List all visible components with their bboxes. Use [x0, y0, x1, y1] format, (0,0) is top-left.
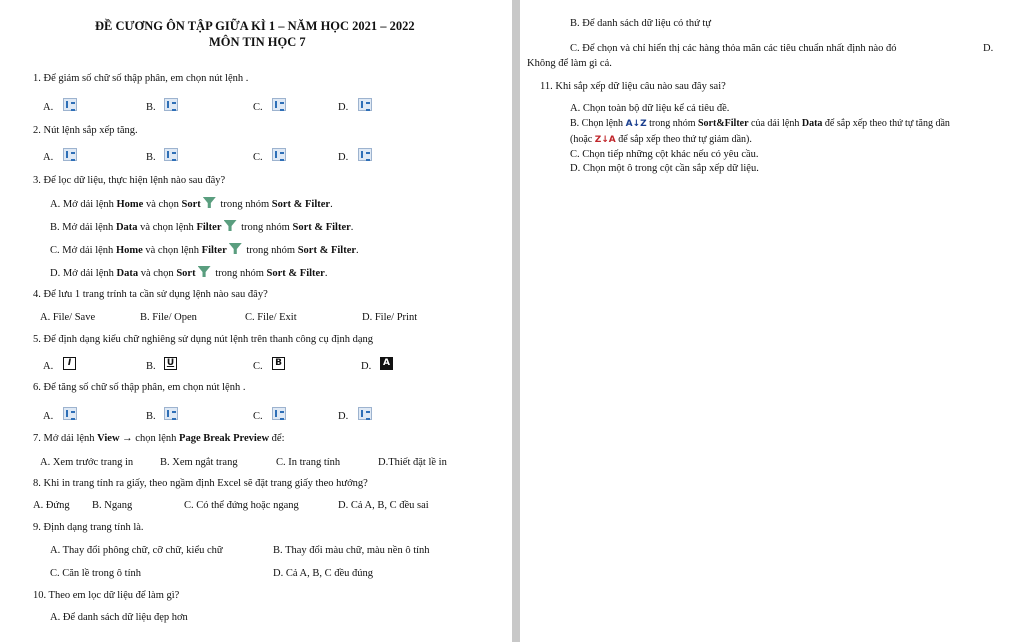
q5-option-c: C. — [253, 361, 263, 372]
question-6: 6. Để tăng số chữ số thập phân, em chọn nút lệnh . — [33, 382, 246, 393]
q10-option-c: C. Để chọn và chỉ hiển thị các hàng thỏa mãn các tiêu chuẩn nhất định nào đó — [570, 43, 897, 54]
decrease-decimal-icon — [63, 407, 77, 420]
question-7: 7. Mở dải lệnh View → chọn lệnh Page Break Preview để: — [33, 433, 285, 444]
q7-option-d: D.Thiết đặt lề in — [378, 457, 447, 468]
q4-option-a: A. File/ Save — [40, 312, 96, 323]
sort-ascending-icon — [164, 98, 178, 111]
q8-option-c: C. Có thể đứng hoặc ngang — [184, 500, 299, 511]
q2-option-b: B. — [146, 152, 156, 163]
q11-option-c: C. Chọn tiếp những cột khác nếu có yêu cầu. — [570, 149, 759, 160]
decrease-decimal-icon — [63, 98, 77, 111]
q7-option-c: C. In trang tính — [276, 457, 341, 468]
q3-option-d: D. Mở dải lệnh Data và chọn Sort trong nhóm Sort & Filter. — [50, 268, 328, 279]
q9-option-c: C. Căn lề trong ô tính — [50, 568, 141, 579]
q7-option-b: B. Xem ngắt trang — [160, 457, 238, 468]
page-title: ĐỀ CƯƠNG ÔN TẬP GIỮA KÌ 1 – NĂM HỌC 2021 – 2022 — [95, 19, 415, 33]
question-2: 2. Nút lệnh sắp xếp tăng. — [33, 125, 138, 136]
q3-option-b: B. Mở dải lệnh Data và chọn lệnh Filter trong nhóm Sort & Filter. — [50, 222, 354, 233]
q6-option-b: B. — [146, 411, 156, 422]
sort-descending-icon — [358, 98, 372, 111]
underline-icon: U — [164, 357, 177, 370]
q1-option-a: A. — [43, 102, 54, 113]
document-page-right — [520, 0, 1024, 642]
q4-option-c: C. File/ Exit — [245, 312, 297, 323]
question-3: 3. Để lọc dữ liệu, thực hiện lệnh nào sau đây? — [33, 175, 226, 186]
bold-icon: B — [272, 357, 285, 370]
q2-option-a: A. — [43, 152, 54, 163]
question-10: 10. Theo em lọc dữ liệu để làm gì? — [33, 590, 180, 601]
sort-a-to-z-icon: A↓Z — [625, 119, 647, 129]
sort-descending-icon — [358, 148, 372, 161]
question-8: 8. Khi in trang tính ra giấy, theo ngầm định Excel sẽ đặt trang giấy theo hướng? — [33, 478, 368, 489]
sort-ascending-icon — [164, 407, 178, 420]
q10-option-d-label: D. — [983, 43, 994, 54]
q10-option-b: B. Để danh sách dữ liệu có thứ tự — [570, 18, 712, 29]
q8-option-d: D. Cả A, B, C đều sai — [338, 500, 429, 511]
q2-option-c: C. — [253, 152, 263, 163]
q9-option-b: B. Thay đổi màu chữ, màu nền ô tính — [273, 545, 430, 556]
q5-option-b: B. — [146, 361, 156, 372]
q10-option-d: Không để làm gì cả. — [527, 58, 612, 69]
q5-option-a: A. — [43, 361, 54, 372]
question-9: 9. Định dạng trang tính là. — [33, 522, 144, 533]
q10-option-a: A. Để danh sách dữ liệu đẹp hơn — [50, 612, 188, 623]
font-color-icon: A — [380, 357, 393, 370]
question-1: 1. Để giảm số chữ số thập phân, em chọn nút lệnh . — [33, 73, 249, 84]
q8-option-a: A. Đứng — [33, 500, 70, 511]
q6-option-a: A. — [43, 411, 54, 422]
decrease-decimal-icon — [63, 148, 77, 161]
q1-option-c: C. — [253, 102, 263, 113]
q11-option-d: D. Chọn một ô trong cột cần sắp xếp dữ liệu. — [570, 163, 759, 174]
q11-option-b: B. Chọn lệnh A↓Z trong nhóm Sort&Filter của dải lệnh Data để sắp xếp theo thứ tự tăng dần — [570, 118, 950, 129]
italic-icon: I — [63, 357, 76, 370]
q7-option-a: A. Xem trước trang in — [40, 457, 134, 468]
filter-icon — [229, 243, 242, 254]
q6-option-d: D. — [338, 411, 349, 422]
q9-option-a: A. Thay đổi phông chữ, cỡ chữ, kiểu chữ — [50, 545, 223, 556]
q11-option-a: A. Chọn toàn bộ dữ liệu kể cả tiêu đề. — [570, 103, 730, 114]
filter-icon — [203, 197, 216, 208]
filter-icon — [198, 266, 211, 277]
subject-title: MÔN TIN HỌC 7 — [209, 35, 306, 49]
sort-ascending-icon — [164, 148, 178, 161]
increase-decimal-icon — [272, 148, 286, 161]
q3-option-a: A. Mở dải lệnh Home và chọn Sort trong nhóm Sort & Filter. — [50, 199, 333, 210]
q9-option-d: D. Cả A, B, C đều đúng — [273, 568, 374, 579]
q4-option-d: D. File/ Print — [362, 312, 418, 323]
q1-option-d: D. — [338, 102, 349, 113]
increase-decimal-icon — [272, 98, 286, 111]
sort-z-to-a-icon: Z↓A — [594, 135, 616, 145]
increase-decimal-icon — [272, 407, 286, 420]
q1-option-b: B. — [146, 102, 156, 113]
question-5: 5. Để định dạng kiểu chữ nghiêng sử dụng nút lệnh trên thanh công cụ định dạng — [33, 334, 374, 345]
q11-option-b-line2: (hoặc Z↓A để sắp xếp theo thứ tự giảm dần). — [570, 134, 752, 145]
question-4: 4. Để lưu 1 trang trính ta cần sử dụng lệnh nào sau đây? — [33, 289, 268, 300]
q8-option-b: B. Ngang — [92, 500, 133, 511]
question-11: 11. Khi sắp xếp dữ liệu câu nào sau đây sai? — [540, 81, 726, 92]
q3-option-c: C. Mở dải lệnh Home và chọn lệnh Filter trong nhóm Sort & Filter. — [50, 245, 359, 256]
sort-descending-icon — [358, 407, 372, 420]
filter-icon — [224, 220, 237, 231]
q2-option-d: D. — [338, 152, 349, 163]
q4-option-b: B. File/ Open — [140, 312, 197, 323]
q6-option-c: C. — [253, 411, 263, 422]
q5-option-d: D. — [361, 361, 372, 372]
